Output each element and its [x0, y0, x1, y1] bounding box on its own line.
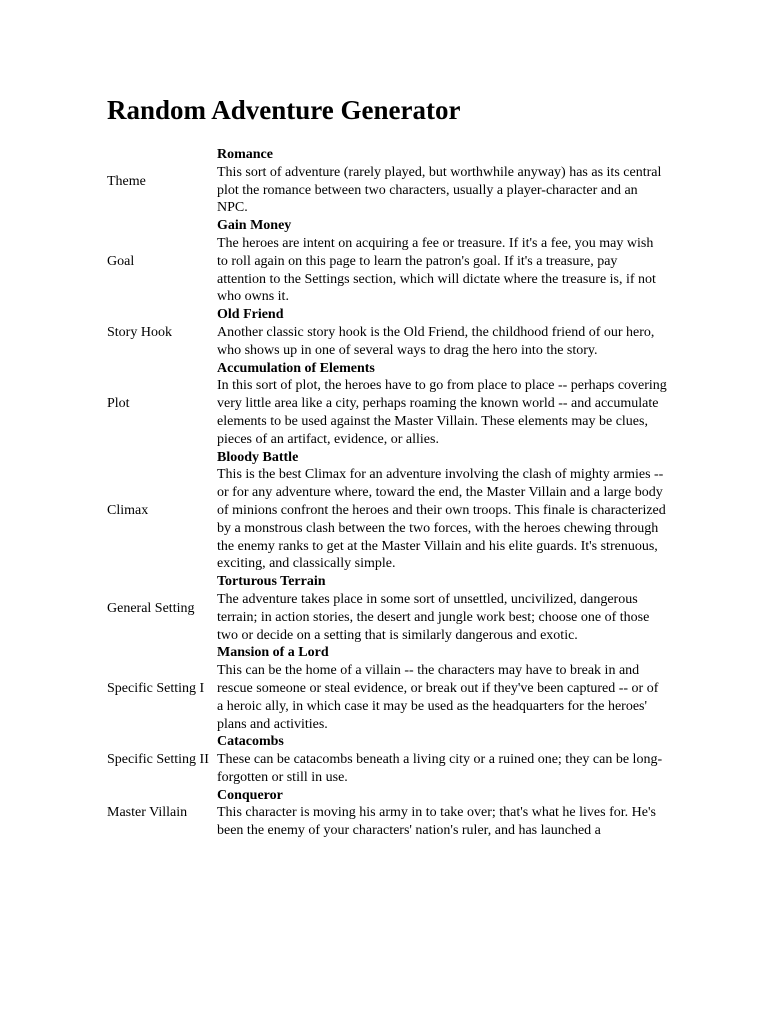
row-label: Theme: [107, 173, 146, 189]
entry-heading: Old Friend: [217, 307, 284, 323]
entry-description: This sort of adventure (rarely played, but worthwhile anyway) has as its central plot the romance between two characters, usually a player-character and an NPC.: [217, 164, 662, 216]
document-page: [107, 94, 667, 840]
entry-heading: Mansion of a Lord: [217, 645, 329, 661]
generator-table: [107, 146, 667, 840]
table-row: [107, 306, 667, 324]
entry-description: These can be catacombs beneath a living city or a ruined one; they can be long-forgotten or still in use.: [217, 752, 663, 785]
table-row: [107, 573, 667, 591]
entry-heading: Bloody Battle: [217, 449, 299, 465]
table-row: [107, 217, 667, 235]
entry-heading: Romance: [217, 147, 273, 162]
table-row: [107, 733, 667, 751]
entry-description: The adventure takes place in some sort of unsettled, uncivilized, dangerous terrain; in action stories, the desert and jungle work best; choose one of those two or decide on a setting that is similarly dangerous and exotic.: [217, 591, 650, 643]
entry-heading: Catacombs: [217, 734, 284, 750]
table-row: [107, 644, 667, 662]
entry-heading: Gain Money: [217, 218, 292, 234]
entry-heading: Accumulation of Elements: [217, 360, 375, 376]
row-label: Specific Setting I: [107, 680, 205, 696]
entry-description: The heroes are intent on acquiring a fee or treasure. If it's a fee, you may wish to roll again on this page to learn the patron's goal. If it's a treasure, pay attention to the Settings section, which will dictate where the treasure is, if not who owns it.: [217, 235, 656, 305]
entry-description: This character is moving his army in to take over; that's what he lives for. He's been the enemy of your characters' nation's ruler, and has launched a: [217, 805, 656, 839]
table-row: [107, 449, 667, 467]
row-label: General Setting: [107, 600, 195, 616]
table-row: [107, 146, 667, 164]
entry-description: Another classic story hook is the Old Friend, the childhood friend of our hero, who shows up in one of several ways to drag the hero into the story.: [217, 324, 655, 358]
page-title: Random Adventure Generator: [107, 95, 461, 125]
entry-description: In this sort of plot, the heroes have to go from place to place -- perhaps covering very little area like a city, perhaps roaming the known world -- and accumulate elements to be used against the Master Villain. These elements may be clues, pieces of an artifact, evidence, or allies.: [217, 378, 667, 447]
row-label: Master Villain: [107, 805, 188, 821]
entry-heading: Torturous Terrain: [217, 574, 326, 590]
entry-heading: Conqueror: [217, 787, 283, 803]
entry-description: This can be the home of a villain -- the characters may have to break in and rescue someone or steal evidence, or break out if they've been captured -- or of a heroic ally, in which case it may be used as the headquarters for the heroes' plans and activities.: [217, 663, 659, 732]
row-label: Goal: [107, 253, 135, 269]
table-row: [107, 787, 667, 805]
row-label: Climax: [107, 502, 149, 518]
row-label: Plot: [107, 396, 130, 412]
entry-description: This is the best Climax for an adventure involving the clash of mighty armies -- or for any adventure where, toward the end, the Master Villain and a large body of minions confront the heroes and their own troops. This finale is characterized by a monstrous clash between the two forces, with the heroes chewing through the enemy ranks to get at the Master Villain and his elite guards. It's strenuous, exciting, and classically simple.: [217, 467, 666, 572]
row-label: Story Hook: [107, 324, 172, 340]
table-row: [107, 360, 667, 378]
row-label: Specific Setting II: [107, 752, 209, 768]
